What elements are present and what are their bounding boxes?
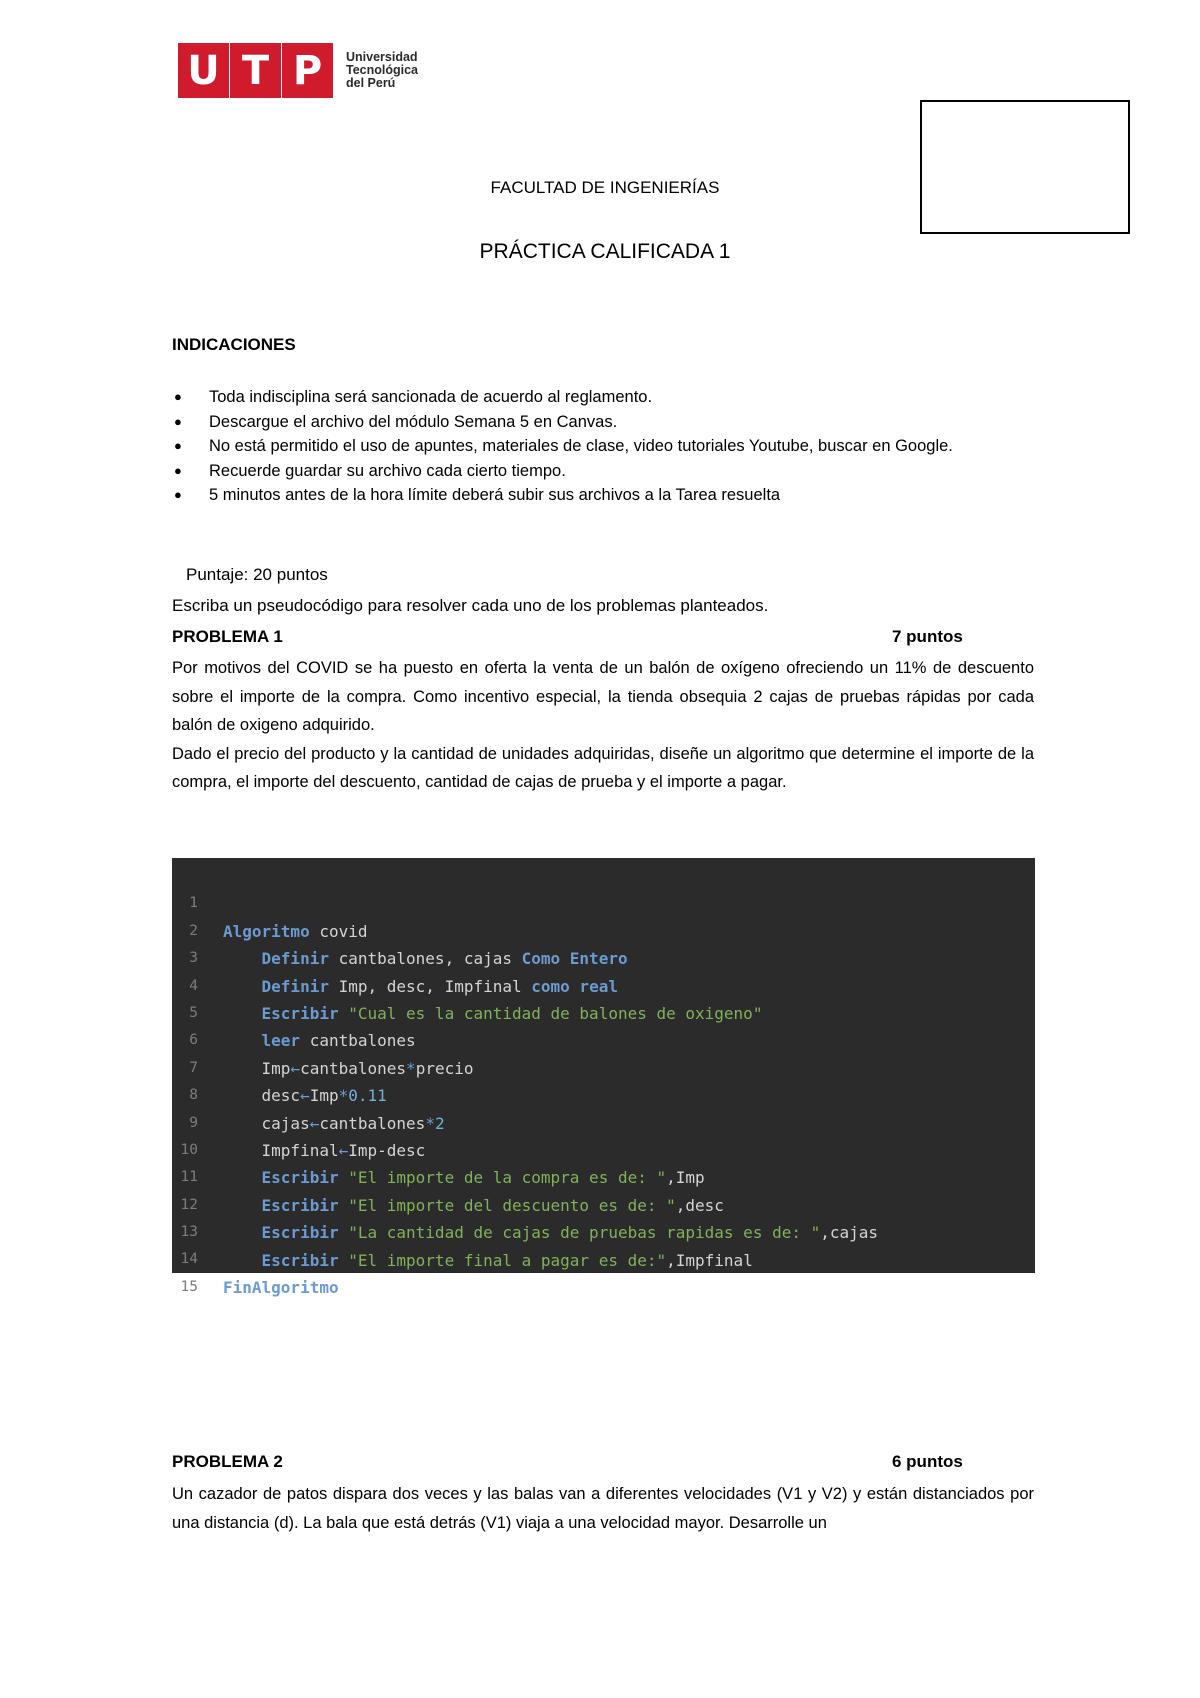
code-operator: ← [309,1113,320,1133]
logo-university-name [346,51,418,90]
line-number: 9 [189,1114,198,1131]
line-number: 6 [189,1032,198,1049]
code-operator: ← [290,1058,301,1078]
indications-list [172,385,1034,508]
list-item: ● No está permitido el uso de apuntes, materiales de clase, video tutoriales Youtube, buscar en Google. [172,434,1034,459]
code-string: "La cantidad de cajas de pruebas rapidas es de: " [348,1223,821,1243]
code-string: "Cual es la cantidad de balones de oxigeno" [348,1003,763,1023]
code-keyword: Definir [261,976,329,996]
logo-name-line-3: del Perú [346,76,396,90]
problem-2-header [172,1452,972,1472]
list-item: ● Descargue el archivo del módulo Semana 5 en Canvas. [172,410,1034,435]
code-text: cajas [261,1113,310,1133]
indications-title: INDICACIONES [172,335,296,354]
code-text: cantbalones, cajas [328,949,522,969]
code-operator: ← [300,1086,310,1106]
logo-name-line-2: Tecnológica [346,63,419,77]
problem-1-header [172,627,972,647]
code-text: Imp [309,1086,339,1106]
line-number: 3 [189,950,198,967]
list-item: ● Toda indisciplina será sancionada de acuerdo al reglamento. [172,385,1034,410]
code-keyword: Algoritmo [223,921,310,941]
grade-box [920,100,1130,234]
code-number: 2 [434,1113,445,1133]
code-string: "El importe final a pagar es de:" [348,1250,667,1270]
code-text: cantbalones [319,1113,426,1133]
page-title: PRÁCTICA CALIFICADA 1 [479,240,731,263]
code-operator: ← [338,1140,349,1160]
line-number: 2 [189,922,198,939]
faculty-heading: FACULTAD DE INGENIERÍAS [490,178,720,197]
code-number: 0.11 [348,1086,387,1106]
line-number: 11 [180,1169,198,1186]
logo-name-line-1: Universidad [346,50,418,64]
code-text: ,Imp [666,1168,705,1188]
code-operator: * [425,1113,435,1133]
code-string: "El importe del descuento es de: " [348,1195,676,1215]
code-keyword: Escribir [261,1003,339,1023]
code-text: ,desc [675,1195,724,1215]
line-number: 4 [189,977,198,994]
problem-2-title: PROBLEMA 2 [172,1452,283,1471]
code-keyword: Escribir [261,1168,339,1188]
list-item: ● Recuerde guardar su archivo cada cierto tiempo. [172,459,1034,484]
line-number: 10 [180,1141,198,1158]
logo-letter-t: T [230,43,281,98]
code-string: "El importe de la compra es de: " [348,1168,667,1188]
code-keyword: Escribir [261,1223,339,1243]
code-text: ,Impfinal [666,1250,753,1270]
problem-1-title: PROBLEMA 1 [172,627,283,646]
code-keyword: Escribir [261,1250,339,1270]
utp-logo [178,43,418,98]
logo-letter-u: U [178,43,229,98]
problem-1-paragraph-2: Dado el precio del producto y la cantidad de unidades adquiridas, diseñe un algoritmo que determine el importe de la compra, el importe del descuento, cantidad de cajas de prueba y el importe a pagar. [172,744,1034,791]
problem-1-points: 7 puntos [892,627,963,646]
code-operator: * [406,1058,416,1078]
problem-2-points: 6 puntos [892,1452,963,1471]
code-text: Imp, desc, Impfinal [328,976,532,996]
line-number: 8 [189,1087,198,1104]
line-number: 15 [180,1278,198,1295]
code-keyword: Como Entero [521,949,628,969]
pseudocode-block [172,858,1035,1297]
instruction-text: Escriba un pseudocódigo para resolver cada uno de los problemas planteados. [172,596,769,615]
code-text: Impfinal [261,1140,339,1160]
line-number: 14 [180,1251,198,1268]
code-text: cantbalones [300,1058,407,1078]
code-keyword: como real [531,976,618,996]
code-keyword: Escribir [261,1195,339,1215]
code-text: Imp [261,1058,291,1078]
code-keyword: leer [261,1031,301,1051]
line-number: 7 [189,1059,198,1076]
code-line [172,863,1035,941]
problem-1-paragraph-1: Por motivos del COVID se ha puesto en oferta la venta de un balón de oxígeno ofreciendo un 11% de descuento sobre el importe de la compra. Como incentivo especial, la tienda obsequia 2 cajas de pruebas rápidas por cada balón de oxigeno adquirido. [172,659,1034,734]
code-operator: * [338,1086,349,1106]
code-text: cantbalones [300,1031,416,1051]
line-number: 1 [189,895,198,912]
code-text: ,cajas [820,1223,879,1243]
score-label: Puntaje: 20 puntos [186,565,328,584]
line-number: 12 [180,1196,198,1213]
code-text: precio [415,1058,474,1078]
logo-letter-p: P [282,43,333,98]
code-text: desc [261,1086,301,1106]
list-item: ● 5 minutos antes de la hora límite deberá subir sus archivos a la Tarea resuelta [172,483,1034,508]
problem-1-statement [172,654,1034,797]
code-keyword: FinAlgoritmo [223,1277,339,1297]
line-number: 5 [189,1004,198,1021]
code-text: Imp-desc [348,1140,426,1160]
problem-2-statement: Un cazador de patos dispara dos veces y las balas van a diferentes velocidades (V1 y V2) y están distanciados por una distancia (d). La bala que está detrás (V1) viaja a una velocidad mayor. Desarrolle un [172,1485,1034,1532]
code-text: covid [309,921,368,941]
code-keyword: Definir [261,949,329,969]
line-number: 13 [180,1224,198,1241]
